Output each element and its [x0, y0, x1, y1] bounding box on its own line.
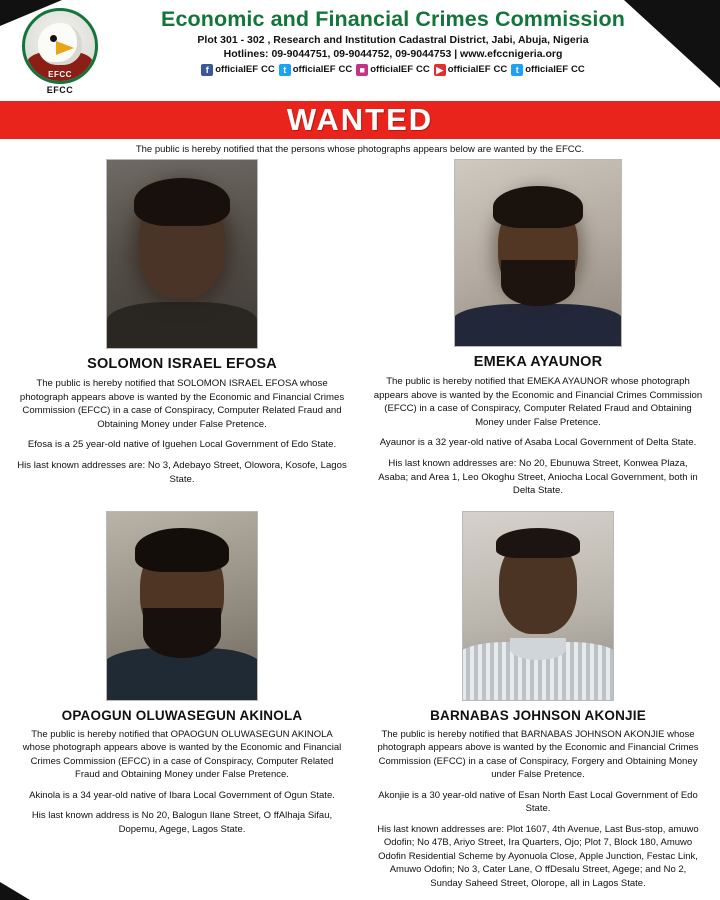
photo-barnabas-johnson-akonjie [462, 511, 614, 701]
social-telegram-label: officialEF [525, 64, 569, 76]
wanted-person-card [6, 159, 358, 511]
organization-address: Plot 301 - 302 , Research and Institution Cadastral District, Jabi, Abuja, Nigeria [197, 33, 589, 46]
person-origin-text: Ayaunor is a 32 year-old native of Asaba Local Government of Delta State. [379, 437, 697, 449]
header-text-block [112, 6, 710, 76]
person-case-text: The public is hereby notified that SOLOMON ISRAEL EFOSA whose photograph appears above is wanted by the Economic and Financial Crimes Commission (EFCC) in a case of Conspiracy, Computer Related Fraud and Obtaining Money under False Pretence. [19, 378, 345, 430]
person-address-text: His last known address is No 20, Balogun Ilane Street, O ffAlhaja Sifau, Dopemu, Agege, Lagos State. [31, 810, 333, 835]
person-address-text: His last known addresses are: No 3, Adebayo Street, Olowora, Kosofe, Lagos State. [17, 460, 347, 485]
social-links [112, 64, 674, 76]
social-youtube[interactable] [434, 64, 508, 76]
person-address-text: His last known addresses are: No 20, Ebunuwa Street, Konwea Plaza, Asaba; and Area 1, Leo Okoghu Street, Aniocha Local Government, both in Delta State. [378, 458, 698, 497]
corner-decoration-bottom-left [0, 882, 30, 900]
photo-solomon-israel-efosa [106, 159, 258, 349]
logo-ribbon-label: EFCC [48, 70, 72, 79]
social-youtube-label: officialEF [447, 64, 491, 76]
youtube-icon: ▶ [434, 64, 446, 76]
public-notice: The public is hereby notified that the persons whose photographs appears below are wanted by the EFCC. [135, 144, 585, 155]
social-twitter-label: officialEF [292, 64, 336, 76]
photo-opaogun-oluwasegun-akinola [106, 511, 258, 701]
person-case-text: The public is hereby notified that OPAOGUN OLUWASEGUN AKINOLA whose photograph appears above is wanted by the Economic and Financial Crimes Commission (EFCC) in a case of Conspiracy, Computer Related Fraud and Obtaining Money under False Pretence. [22, 728, 342, 781]
person-name: OPAOGUN OLUWASEGUN AKINOLA [61, 707, 303, 723]
facebook-icon: f [201, 64, 213, 76]
wanted-persons-grid [0, 159, 720, 900]
organization-hotlines: Hotlines: 09-9044751, 09-9044752, 09-9044753 | www.efccnigeria.org [223, 47, 563, 60]
poster-header [0, 0, 720, 97]
social-twitter-cc: CC [338, 64, 353, 76]
person-address-text: His last known addresses are: Plot 1607, 4th Avenue, Last Bus-stop, amuwo Odofin; No 47B, Ariyo Street, Ira Quarters, Ojo; Plot 7, Block 180, Amuwo Odofin Residential Scheme by Ayonuola Close, Apple Junction, Festac Link, Amuwo Odofin; No 3, Cater Lane, O ffDesalu Street, Agege; and No 2, Sunday Saheed Street, Olorope, all in Lagos State. [377, 823, 699, 889]
person-origin-text: Akinola is a 34 year-old native of Ibara Local Government of Ogun State. [29, 789, 335, 801]
organization-name: Economic and Financial Crimes Commission [161, 7, 625, 31]
social-instagram[interactable] [356, 64, 430, 76]
person-case-text: The public is hereby notified that BARNABAS JOHNSON AKONJIE whose photograph appears above is wanted by the Economic and Financial Crimes Commission (EFCC) in a case of Conspiracy, Forgery and Obtaining Money under False Pretence. [377, 728, 699, 781]
social-youtube-cc: CC [493, 64, 508, 76]
person-name: SOLOMON ISRAEL EFOSA [87, 356, 277, 372]
wanted-person-card [362, 159, 714, 511]
social-facebook[interactable] [201, 64, 275, 76]
corner-decoration-top-right [624, 0, 720, 88]
instagram-icon: ■ [356, 64, 368, 76]
social-facebook-cc: CC [261, 64, 275, 76]
corner-decoration-top-left [0, 0, 62, 26]
social-telegram-cc: CC [571, 64, 585, 76]
wanted-banner [0, 101, 720, 139]
logo-caption: EFCC [46, 85, 74, 95]
person-name: BARNABAS JOHNSON AKONJIE [430, 707, 646, 723]
person-case-text: The public is hereby notified that EMEKA AYAUNOR whose photograph appears above is wanted by the Economic and Financial Crimes Commission (EFCC) in a case of Conspiracy, Computer Related Fraud and Obtaining Money under False Pretence. [373, 376, 703, 428]
telegram-icon: t [511, 64, 523, 76]
wanted-person-card [362, 511, 714, 900]
twitter-icon: t [279, 64, 291, 76]
photo-emeka-ayaunor [454, 159, 622, 347]
social-facebook-label: officialEF [215, 64, 259, 76]
social-instagram-label: officialEF [370, 64, 414, 76]
wanted-title: WANTED [286, 102, 434, 137]
social-twitter[interactable] [279, 64, 353, 76]
person-origin-text: Akonjie is a 30 year-old native of Esan North East Local Government of Edo State. [378, 789, 698, 815]
social-instagram-cc: CC [416, 64, 430, 76]
social-telegram[interactable] [511, 64, 585, 76]
person-origin-text: Efosa is a 25 year-old native of Iguehen Local Government of Edo State. [27, 439, 337, 451]
person-name: EMEKA AYAUNOR [473, 354, 603, 370]
wanted-person-card [6, 511, 358, 900]
